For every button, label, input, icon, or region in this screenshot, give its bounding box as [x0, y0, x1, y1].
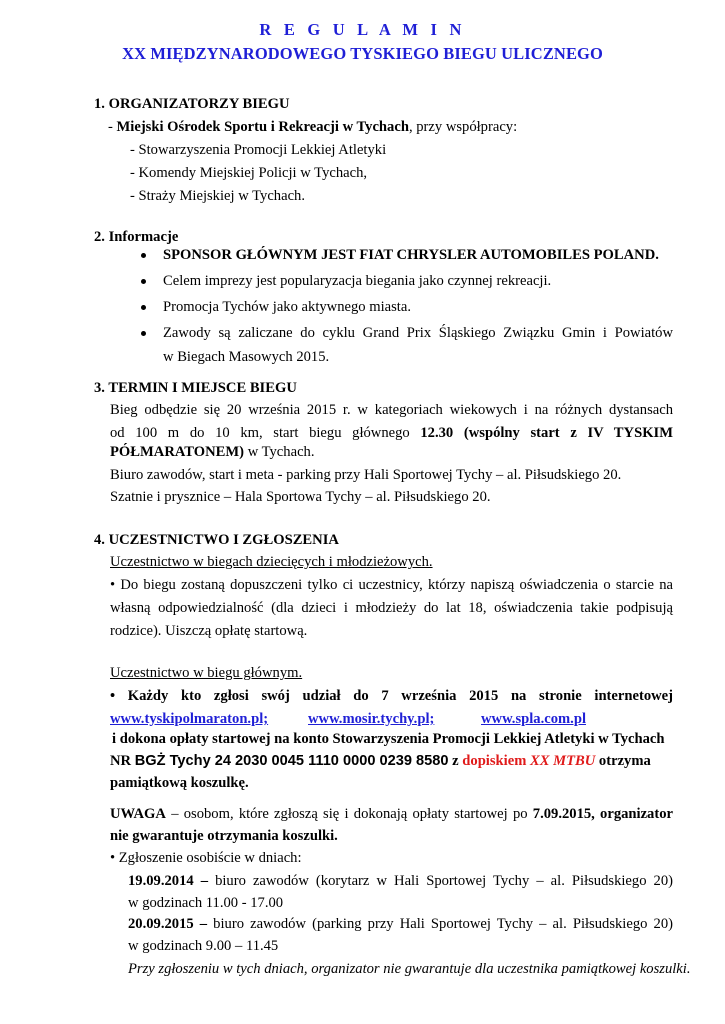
kids-line-3: rodzice). Uiszczą opłatę startową.: [110, 623, 308, 639]
nr-label: NR: [110, 753, 135, 769]
dash: -: [108, 119, 117, 135]
start-text: od 100 m do 10 km, start biegu głównego: [110, 425, 421, 441]
partner-item: - Straży Miejskiej w Tychach.: [130, 188, 306, 204]
bullet-icon: [141, 253, 146, 258]
day1-text: biuro zawodów (korytarz w Hali Sportowej Tychy – al. Piłsudskiego 20): [208, 873, 674, 889]
doc-subtitle: XX MIĘDZYNARODOWEGO TYSKIEGO BIEGU ULICZNEGO: [122, 44, 603, 63]
changing-line: Szatnie i prysznice – Hala Sportowa Tychy – al. Piłsudskiego 20.: [110, 489, 491, 505]
z-word: z: [448, 753, 463, 769]
organizer-name: Miejski Ośrodek Sportu i Rekreacji w Tychach: [116, 119, 409, 135]
spla-link[interactable]: www.spla.com.pl: [481, 711, 587, 727]
mosir-link[interactable]: www.mosir.tychy.pl;: [308, 711, 435, 727]
main-title: Uczestnictwo w biegu głównym.: [110, 665, 303, 681]
bank-account: BGŻ Tychy 24 2030 0045 1110 0000 0239 8580: [134, 753, 449, 769]
partner-item: - Komendy Miejskiej Policji w Tychach,: [130, 165, 368, 181]
note-code: XX MTBU: [530, 753, 596, 769]
section-1-heading: 1. ORGANIZATORZY BIEGU: [94, 96, 290, 112]
sponsor-line: SPONSOR GŁÓWNYM JEST FIAT CHRYSLER AUTOMOBILES POLAND.: [163, 247, 659, 263]
uwaga-end: , organizator: [591, 806, 673, 822]
grandprix-line-2: w Biegach Masowych 2015.: [163, 349, 330, 365]
date-line: Bieg odbędzie się 20 września 2015 r. w kategoriach wiekowych i na różnych dystansach: [110, 402, 673, 418]
day1-line: [128, 872, 673, 890]
kids-title: Uczestnictwo w biegach dziecięcych i młodzieżowych.: [110, 554, 433, 570]
goal-line: Celem imprezy jest popularyzacja biegania jako czynnej rekreacji.: [163, 273, 552, 289]
uwaga-line-2: nie gwarantuje otrzymania koszulki.: [110, 828, 338, 844]
kids-line-2: własną odpowiedzialność (dla dzieci i młodzieży do lat 18, oświadczenia takie podpisują: [110, 600, 673, 616]
note-word: dopiskiem: [462, 753, 530, 769]
doc-title: R E G U L A M I N: [259, 20, 466, 39]
day1-date: 19.09.2014 –: [128, 873, 209, 889]
bullet-icon: [141, 305, 146, 310]
personal-line: • Zgłoszenie osobiście w dniach:: [110, 850, 302, 866]
start-line: [110, 424, 673, 442]
section-3-heading: 3. TERMIN I MIEJSCE BIEGU: [94, 380, 297, 396]
start-line-cont: [110, 443, 315, 461]
uwaga-text: – osobom, które zgłoszą się i dokonają opłaty startowej po: [165, 806, 533, 822]
uwaga-line: [110, 805, 673, 823]
halfmarathon: PÓŁMARATONEM): [110, 444, 245, 460]
day1-hours: w godzinach 11.00 - 17.00: [128, 895, 284, 911]
uwaga-date: 7.09.2015: [532, 806, 592, 822]
day2-hours: w godzinach 9.00 – 11.45: [128, 938, 279, 954]
organizer-suffix: , przy współpracy:: [408, 119, 518, 135]
tyskipolmaraton-link[interactable]: www.tyskipolmaraton.pl;: [110, 711, 269, 727]
bullet-icon: [141, 279, 146, 284]
bullet-icon: [141, 331, 146, 336]
receive-word: otrzyma: [595, 753, 651, 769]
note-line: Przy zgłoszeniu w tych dniach, organizator nie gwarantuje dla uczestnika pamiątkowej koszulki.: [128, 961, 691, 977]
partner-item: - Stowarzyszenia Promocji Lekkiej Atletyki: [130, 142, 387, 158]
main-line-3: pamiątkową koszulkę.: [110, 775, 249, 791]
start-time: 12.30 (wspólny start z IV TYSKIM: [420, 425, 674, 441]
main-line-1: • Każdy kto zgłosi swój udział do 7 września 2015 na stronie internetowej: [110, 688, 673, 704]
promo-line: Promocja Tychów jako aktywnego miasta.: [163, 299, 411, 315]
section-4-heading: 4. UCZESTNICTWO I ZGŁOSZENIA: [94, 532, 339, 548]
main-line-2: i dokona opłaty startowej na konto Stowarzyszenia Promocji Lekkiej Atletyki w Tychach: [112, 731, 665, 747]
grandprix-line-1: Zawody są zaliczane do cyklu Grand Prix Śląskiego Związku Gmin i Powiatów: [163, 325, 673, 341]
office-line: Biuro zawodów, start i meta - parking przy Hali Sportowej Tychy – al. Piłsudskiego 20.: [110, 467, 622, 483]
kids-line-1: • Do biegu zostaną dopuszczeni tylko ci uczestnicy, którzy napiszą oświadczenia o starcie na: [110, 577, 673, 593]
city: w Tychach.: [244, 444, 315, 460]
uwaga-label: UWAGA: [110, 806, 166, 822]
organizer-line: [108, 118, 517, 136]
section-2-heading: 2. Informacje: [94, 229, 179, 245]
bank-line: [110, 752, 651, 770]
day2-text: biuro zawodów (parking przy Hali Sportowej Tychy – al. Piłsudskiego 20): [207, 916, 673, 932]
day2-line: [128, 915, 673, 933]
day2-date: 20.09.2015 –: [128, 916, 208, 932]
